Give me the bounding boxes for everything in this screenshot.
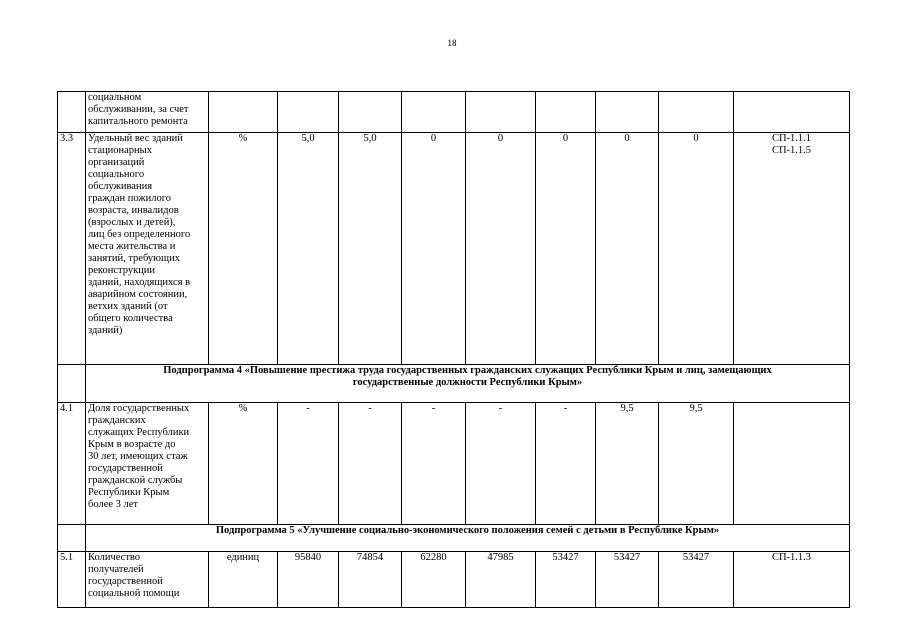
unit-cell: % xyxy=(209,133,278,365)
value-cell: 5,0 xyxy=(278,133,339,365)
row-number xyxy=(58,92,86,133)
row-number xyxy=(58,525,86,552)
unit-cell: единиц xyxy=(209,552,278,608)
subprogram-title: Подпрограмма 4 «Повышение престижа труда государственных гражданских служащих Республики Крым и лиц, замещающих государственные должности Республики Крым» xyxy=(86,365,850,403)
value-cell xyxy=(596,92,659,133)
value-cell: 0 xyxy=(596,133,659,365)
value-cell: 53427 xyxy=(596,552,659,608)
value-cell xyxy=(536,92,596,133)
value-cell xyxy=(659,92,734,133)
indicator-name: Удельный вес зданий стационарных организаций социального обслуживания граждан пожилого возраста, инвалидов (взрослых и детей), лиц без определенного места жительства и занятий, требующих реконструкции зданий, находящихся в аварийном состоянии, ветхих зданий (от общего количества зданий) xyxy=(86,133,209,365)
value-cell xyxy=(339,92,402,133)
value-cell: 74854 xyxy=(339,552,402,608)
row-number: 5.1 xyxy=(58,552,86,608)
value-cell xyxy=(278,92,339,133)
row-number xyxy=(58,365,86,403)
row-number: 4.1 xyxy=(58,403,86,525)
value-cell: 53427 xyxy=(536,552,596,608)
table-row xyxy=(58,403,850,525)
value-cell: 9,5 xyxy=(659,403,734,525)
unit-cell xyxy=(209,92,278,133)
value-cell: 0 xyxy=(402,133,466,365)
reference-cell xyxy=(734,403,850,525)
value-cell: - xyxy=(466,403,536,525)
page-number: 18 xyxy=(447,38,457,48)
value-cell xyxy=(402,92,466,133)
value-cell: 95840 xyxy=(278,552,339,608)
value-cell: 9,5 xyxy=(596,403,659,525)
value-cell: 0 xyxy=(659,133,734,365)
table-row xyxy=(58,552,850,608)
value-cell: 47985 xyxy=(466,552,536,608)
value-cell: 62280 xyxy=(402,552,466,608)
row-number: 3.3 xyxy=(58,133,86,365)
indicator-name: Доля государственных гражданских служащих Республики Крым в возрасте до 30 лет, имеющих стаж государственной гражданской службы Республики Крым более 3 лет xyxy=(86,403,209,525)
subprogram-row xyxy=(58,365,850,403)
value-cell: - xyxy=(402,403,466,525)
table-row xyxy=(58,133,850,365)
reference-cell: СП-1.1.3 xyxy=(734,552,850,608)
value-cell xyxy=(466,92,536,133)
subprogram-row xyxy=(58,525,850,552)
indicators-table xyxy=(57,91,850,608)
value-cell: - xyxy=(278,403,339,525)
value-cell: - xyxy=(339,403,402,525)
subprogram-title: Подпрограмма 5 «Улучшение социально-экономического положения семей с детьми в Республике Крым» xyxy=(86,525,850,552)
unit-cell: % xyxy=(209,403,278,525)
value-cell: 0 xyxy=(466,133,536,365)
value-cell: 0 xyxy=(536,133,596,365)
table-row xyxy=(58,92,850,133)
value-cell: 53427 xyxy=(659,552,734,608)
reference-cell xyxy=(734,92,850,133)
reference-cell: СП-1.1.1 СП-1.1.5 xyxy=(734,133,850,365)
value-cell: 5,0 xyxy=(339,133,402,365)
value-cell: - xyxy=(536,403,596,525)
indicator-name: социальном обслуживании, за счет капитального ремонта xyxy=(86,92,209,133)
indicator-name: Количество получателей государственной социальной помощи xyxy=(86,552,209,608)
